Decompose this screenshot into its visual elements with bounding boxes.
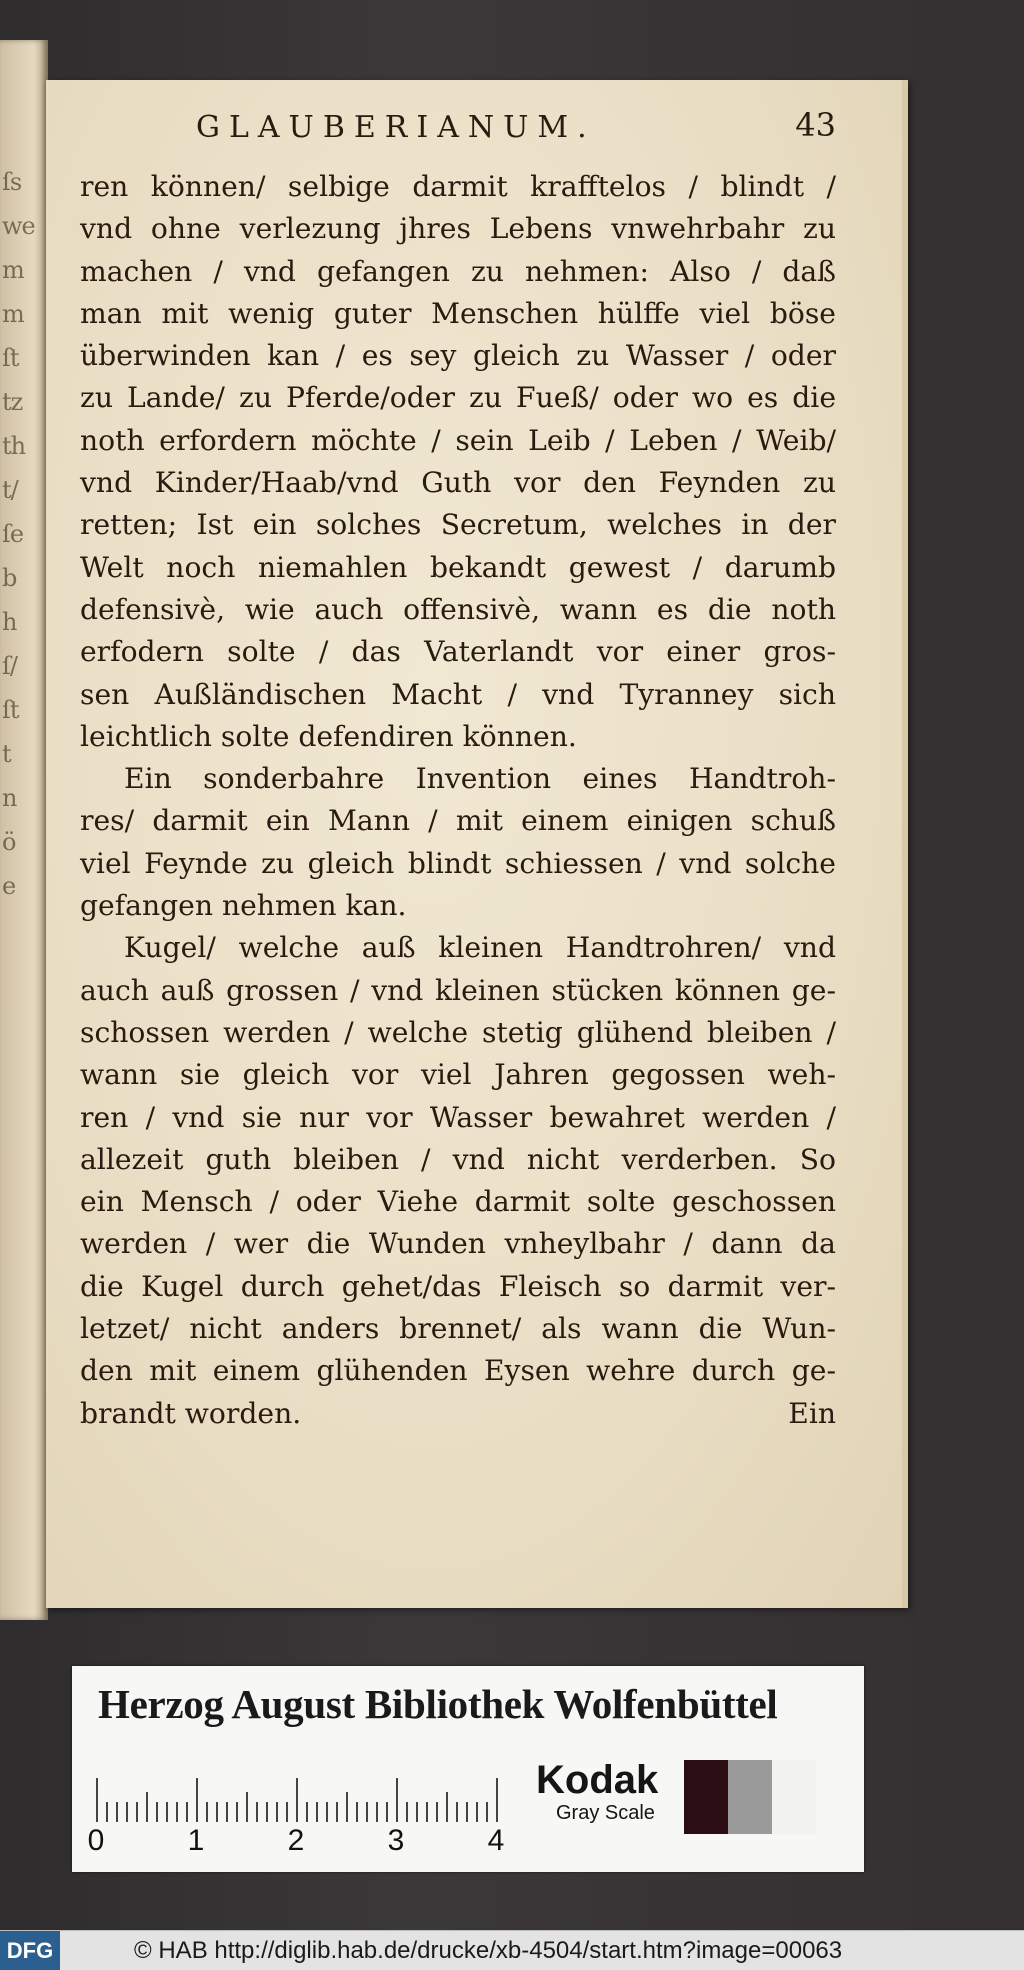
ruler-tick <box>106 1802 108 1822</box>
ruler-tick <box>336 1802 338 1822</box>
text-line: Ein sonderbahre Invention eines Handtroh- <box>124 762 836 796</box>
text-line: zu Lande/ zu Pferde/oder zu Fueß/ oder wo es die <box>80 381 836 415</box>
ruler-tick <box>156 1802 158 1822</box>
ruler <box>87 1760 516 1870</box>
text-line: Welt noch niemahlen bekandt gewest / darumb <box>80 550 836 584</box>
body-text <box>80 166 836 1435</box>
ruler-tick <box>216 1802 218 1822</box>
previous-page-edge <box>0 40 48 1620</box>
ruler-tick <box>396 1778 398 1822</box>
catchword: Ein <box>788 1396 836 1430</box>
ruler-tick <box>296 1778 298 1822</box>
ruler-tick <box>446 1792 448 1822</box>
text-line: schossen werden / welche stetig glühend bleiben / <box>80 1015 836 1049</box>
final-line <box>80 1393 836 1435</box>
text-line: sen Außländischen Macht / vnd Tyranney sich <box>80 677 836 711</box>
running-title: GLAUBERIANUM. <box>196 110 596 145</box>
ruler-number: 3 <box>387 1824 405 1857</box>
ruler-tick <box>176 1802 178 1822</box>
text-line: den mit einem glühenden Eysen wehre durch ge- <box>80 1354 836 1388</box>
ruler-tick <box>136 1802 138 1822</box>
text-line: man mit wenig guter Menschen hülffe viel böse <box>80 296 836 330</box>
ruler-tick <box>346 1792 348 1822</box>
text-line: werden / wer die Wunden vnheylbahr / dann da <box>80 1227 836 1261</box>
ruler-tick <box>166 1802 168 1822</box>
kodak-logo: Kodak <box>536 1758 659 1802</box>
copyright-link[interactable]: © HAB http://diglib.hab.de/drucke/xb-4504/start.htm?image=00063 <box>134 1937 843 1964</box>
ruler-number: 4 <box>487 1824 505 1857</box>
ruler-tick <box>316 1802 318 1822</box>
text-line: wann sie gleich vor viel Jahren gegossen weh- <box>80 1058 836 1092</box>
ruler-tick <box>466 1802 468 1822</box>
text-line: defensivè, wie auch offensivè, wann es die noth <box>80 592 836 626</box>
ruler-number: 1 <box>187 1824 205 1857</box>
text-line: die Kugel durch gehet/das Fleisch so darmit ver- <box>80 1269 836 1303</box>
ruler-tick <box>306 1802 308 1822</box>
ruler-tick <box>126 1802 128 1822</box>
text-line: letzet/ nicht anders brennet/ als wann die Wun- <box>80 1312 836 1346</box>
text-line: Kugel/ welche auß kleinen Handtrohren/ vnd <box>124 931 836 965</box>
ruler-tick <box>226 1802 228 1822</box>
page-header <box>196 106 836 154</box>
ruler-tick <box>116 1802 118 1822</box>
text-line: erfodern solte / das Vaterlandt vor einer gros- <box>80 635 836 669</box>
book-page <box>46 80 908 1608</box>
ruler-tick <box>436 1802 438 1822</box>
ruler-number: 0 <box>87 1824 105 1857</box>
ruler-tick <box>286 1802 288 1822</box>
swatch-mid <box>728 1760 772 1834</box>
ruler-tick <box>426 1802 428 1822</box>
ruler-tick <box>276 1802 278 1822</box>
ruler-tick <box>196 1778 198 1822</box>
text-line: brandt worden. <box>80 1396 302 1430</box>
ruler-tick <box>236 1802 238 1822</box>
ruler-tick <box>416 1802 418 1822</box>
text-line: leichtlich solte defendiren können. <box>80 719 577 753</box>
color-reference-card <box>72 1666 864 1872</box>
ruler-tick <box>356 1802 358 1822</box>
ruler-tick <box>246 1792 248 1822</box>
ruler-tick <box>376 1802 378 1822</box>
ruler-number: 2 <box>287 1824 305 1857</box>
ruler-tick <box>496 1778 498 1822</box>
text-line: ren können/ selbige darmit krafftelos / blindt / <box>80 170 836 203</box>
text-line: ein Mensch / oder Viehe darmit solte geschossen <box>80 1185 836 1219</box>
ruler-tick <box>406 1802 408 1822</box>
text-line: gefangen nehmen kan. <box>80 889 407 923</box>
ruler-tick <box>266 1802 268 1822</box>
text-line: retten; Ist ein solches Secretum, welches in der <box>80 508 836 542</box>
ruler-tick <box>386 1802 388 1822</box>
library-name: Herzog August Bibliothek Wolfenbüttel <box>98 1681 778 1727</box>
previous-page-glyphs: ſs we m m ſt tz th t/ ſe b h ſ/ ſt t n ö e <box>2 168 35 900</box>
gray-scale-label: Gray Scale <box>556 1802 655 1824</box>
dfg-logo: DFG <box>0 1931 60 1970</box>
ruler-tick <box>486 1802 488 1822</box>
ruler-tick <box>146 1792 148 1822</box>
text-line: vnd Kinder/Haab/vnd Guth vor den Feynden zu <box>80 466 836 500</box>
text-line: viel Feynde zu gleich blindt schiessen / vnd solche <box>80 846 836 880</box>
swatch-dark <box>684 1760 728 1834</box>
ruler-tick <box>206 1802 208 1822</box>
text-line: res/ darmit ein Mann / mit einem einigen schuß <box>80 804 836 838</box>
text-line: vnd ohne verlezung jhres Lebens vnwehrbahr zu <box>80 212 836 246</box>
text-line: überwinden kan / es sey gleich zu Wasser / oder <box>80 339 836 373</box>
ruler-tick <box>366 1802 368 1822</box>
swatch-light <box>772 1760 816 1834</box>
ruler-tick <box>96 1778 98 1822</box>
ruler-tick <box>456 1802 458 1822</box>
text-line: auch auß grossen / vnd kleinen stücken können ge- <box>80 973 836 1007</box>
ruler-tick <box>186 1802 188 1822</box>
text-line: ren / vnd sie nur vor Wasser bewahret werden / <box>80 1100 836 1134</box>
text-line: machen / vnd gefangen zu nehmen: Also / daß <box>80 254 836 288</box>
ruler-tick <box>256 1802 258 1822</box>
text-line: allezeit guth bleiben / vnd nicht verderben. So <box>80 1142 836 1176</box>
footer-bar <box>0 1930 1024 1970</box>
page-number: 43 <box>795 106 836 144</box>
text-line: noth erfordern möchte / sein Leib / Leben / Weib/ <box>80 423 836 457</box>
ruler-tick <box>476 1802 478 1822</box>
ruler-tick <box>326 1802 328 1822</box>
